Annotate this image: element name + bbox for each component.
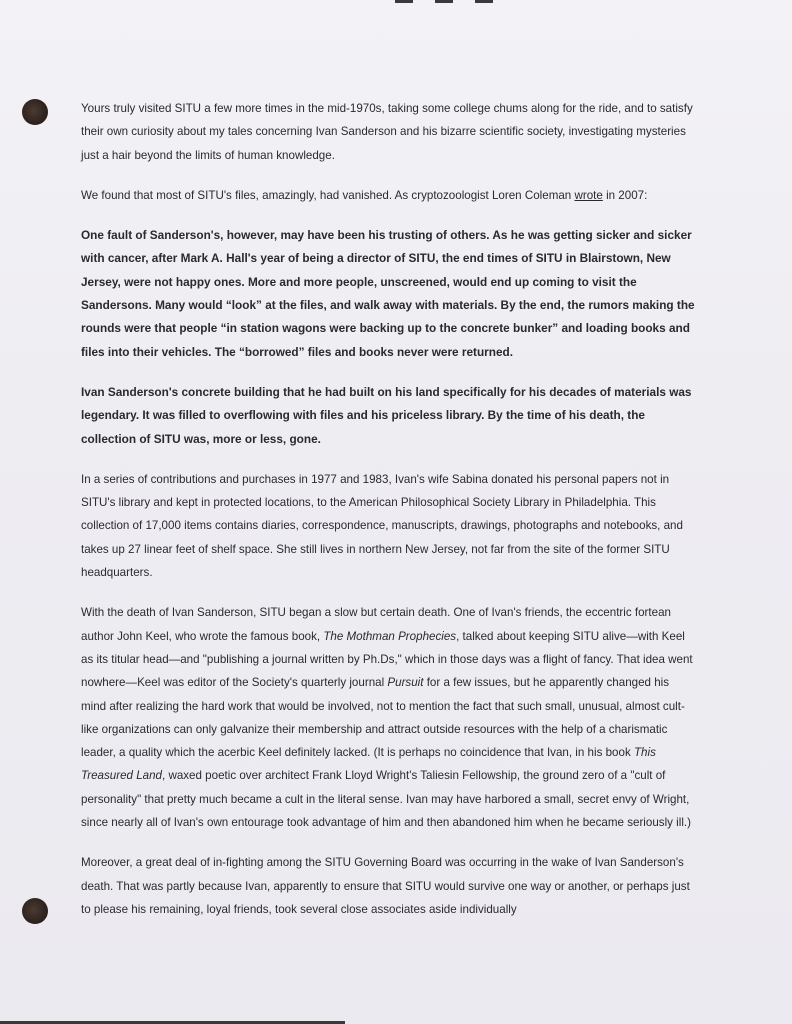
punch-hole-top	[22, 99, 48, 125]
top-edge-mark	[395, 0, 499, 3]
paragraph-3: In a series of contributions and purchases in 1977 and 1983, Ivan's wife Sabina donated his personal papers not in SITU's library and kept in protected locations, to the American Philosophical Society Library in Philadelphia. This collection of 17,000 items contains diaries, correspondence, manuscripts, drawings, photographs and notebooks, and takes up 27 linear feet of shelf space. She still lives in northern New Jersey, not far from the site of the former SITU headquarters.	[81, 472, 683, 580]
book-title-treasured-land: This Treasured Land	[81, 746, 656, 783]
paragraph-2-text-a: We found that most of SITU's files, amazingly, had vanished. As cryptozoologist Loren Coleman	[81, 188, 575, 202]
wrote-link[interactable]: wrote	[574, 188, 603, 202]
body-text	[81, 97, 695, 938]
journal-title-pursuit: Pursuit	[387, 676, 424, 690]
paragraph-4-text-b: , talked about keeping SITU alive—with Keel as its titular head—and "publishing a journal written by Ph.Ds," which in those days was a flight of fancy. That idea went nowhere—Keel was editor of the Society's quarterly journal	[81, 629, 693, 690]
paragraph-1: Yours truly visited SITU a few more times in the mid-1970s, taking some college chums along for the ride, and to satisfy their own curiosity about my tales concerning Ivan Sanderson and his bizarre scientific society, investigating mysteries just a hair beyond the limits of human knowledge.	[81, 102, 693, 162]
paragraph-4-text-d: , waxed poetic over architect Frank Lloyd Wright's Taliesin Fellowship, the ground zero of a "cult of personality" that pretty much became a cult in the literal sense. Ivan may have harbored a small, secret envy of Wright, since nearly all of Ivan's own entourage took advantage of him and then abandoned him when he became seriously ill.)	[81, 769, 691, 830]
block-quote-2: Ivan Sanderson's concrete building that he had built on his land specifically for his decades of materials was legendary. It was filled to overflowing with files and his priceless library. By the time of his death, the collection of SITU was, more or less, gone.	[81, 384, 692, 446]
paragraph-4	[81, 601, 695, 834]
paragraph-4-text-c: for a few issues, but he apparently changed his mind after realizing the hard work that would be involved, not to mention the fact that such small, unusual, almost cult-like organizations can only galvanize their membership and attract outside resources with the help of a charismatic leader, a quality which the acerbic Keel definitely lacked. (It is perhaps no coincidence that Ivan, in his book	[81, 676, 685, 760]
paragraph-2	[81, 184, 695, 207]
paragraph-4-text-a: With the death of Ivan Sanderson, SITU began a slow but certain death. One of Ivan's friends, the eccentric fortean author John Keel, who wrote the famous book,	[81, 606, 671, 643]
punch-hole-bottom	[22, 898, 48, 924]
paragraph-2-text-b: in 2007:	[602, 188, 648, 202]
block-quote-1: One fault of Sanderson's, however, may have been his trusting of others. As he was getting sicker and sicker with cancer, after Mark A. Hall's year of being a director of SITU, the end times of SITU in Blairstown, New Jersey, were not happy ones. More and more people, unscreened, would end up coming to visit the Sandersons. Many would “look” at the files, and walk away with materials. By the end, the rumors making the rounds were that people “in station wagons were backing up to the concrete bunker” and loading books and files into their vehicles. The “borrowed” files and books never were returned.	[81, 228, 695, 359]
paragraph-5: Moreover, a great deal of in-fighting among the SITU Governing Board was occurring in the wake of Ivan Sanderson's death. That was partly because Ivan, apparently to ensure that SITU would survive one way or another, or perhaps just to please his remaining, loyal friends, took several close associates aside individually	[81, 856, 690, 916]
book-title-mothman: The Mothman Prophecies	[323, 629, 457, 643]
